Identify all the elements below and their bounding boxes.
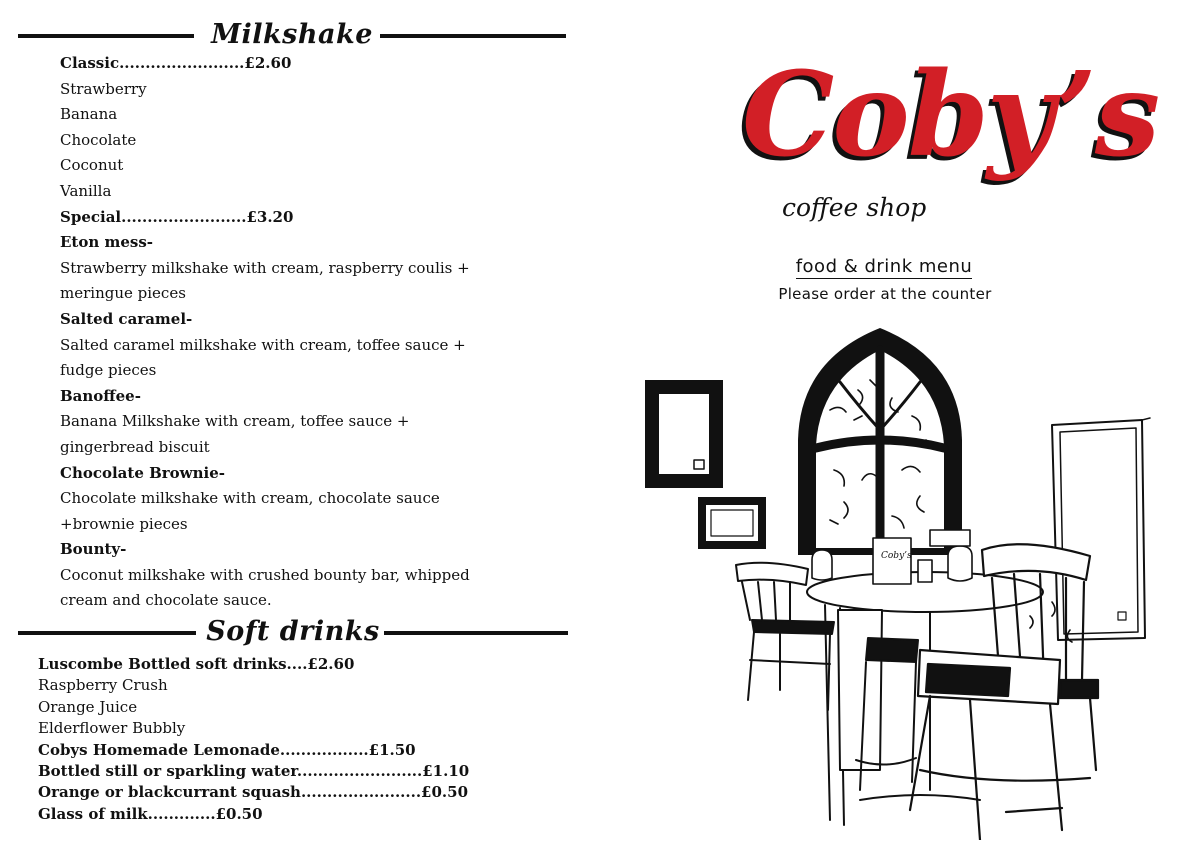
menu-item: Strawberry: [60, 79, 147, 98]
sign-frame-icon: [698, 497, 766, 549]
milkshake-heading-block: [18, 15, 566, 55]
picture-frame-icon: [645, 380, 723, 488]
menu-item: Salted caramel milkshake with cream, toffee sauce +: [60, 335, 466, 354]
menu-item: Bounty-: [60, 540, 127, 559]
menu-item: Glass of milk.............£0.50: [38, 804, 263, 823]
brand-tagline: coffee shop: [782, 193, 927, 222]
menu-item: Vanilla: [60, 181, 112, 200]
soft-drinks-heading: Soft drinks: [206, 616, 380, 647]
menu-title: [766, 256, 1002, 277]
brand-name: Coby’s: [742, 47, 1159, 183]
milkshake-list: [60, 51, 470, 614]
menu-item: Banana: [60, 105, 118, 124]
menu-item: Classic........................£2.60: [60, 54, 292, 72]
menu-item: Raspberry Crush: [38, 676, 168, 695]
menu-item: cream and chocolate sauce.: [60, 591, 272, 610]
menu-item: Eton mess-: [60, 233, 154, 252]
menu-item: Luscombe Bottled soft drinks....£2.60: [38, 655, 355, 673]
arched-window-icon: [798, 328, 962, 555]
menu-item: Cobys Homemade Lemonade.................£1.50: [38, 740, 416, 759]
cafe-interior-illustration: [630, 320, 1160, 840]
menu-item: Orange Juice: [38, 697, 138, 716]
menu-item: Chocolate Brownie-: [60, 463, 225, 482]
soft-drinks-heading-block: [18, 612, 568, 652]
milkshake-heading: Milkshake: [211, 19, 373, 50]
menu-item: gingerbread biscuit: [60, 437, 210, 456]
svg-text:Coby’s: Coby’s: [881, 551, 912, 561]
menu-item: Coconut milkshake with crushed bounty bar, whipped: [60, 565, 470, 584]
menu-item: Salted caramel-: [60, 309, 193, 328]
menu-item: Bottled still or sparkling water........................£1.10: [38, 762, 470, 781]
menu-item: Banoffee-: [60, 386, 141, 405]
menu-item: Orange or blackcurrant squash.......................£0.50: [38, 783, 469, 802]
chair-middle-icon: [838, 610, 918, 790]
menu-item: +brownie pieces: [60, 514, 188, 533]
brand-logo: [720, 40, 1159, 240]
menu-item: fudge pieces: [60, 361, 157, 380]
menu-item: Chocolate milkshake with cream, chocolate sauce: [60, 489, 440, 508]
menu-item: meringue pieces: [60, 284, 186, 303]
menu-item: Elderflower Bubbly: [38, 719, 186, 738]
menu-item: Special........................£3.20: [60, 207, 294, 226]
menu-item: Banana Milkshake with cream, toffee sauce +: [60, 412, 410, 431]
order-note: Please order at the counter: [778, 285, 992, 303]
menu-item: Coconut: [60, 156, 124, 175]
menu-title-text: food & drink menu: [795, 256, 973, 277]
menu-item: Chocolate: [60, 130, 137, 149]
menu-item: Strawberry milkshake with cream, raspberry coulis +: [60, 258, 470, 277]
soft-drinks-list: [38, 654, 469, 825]
